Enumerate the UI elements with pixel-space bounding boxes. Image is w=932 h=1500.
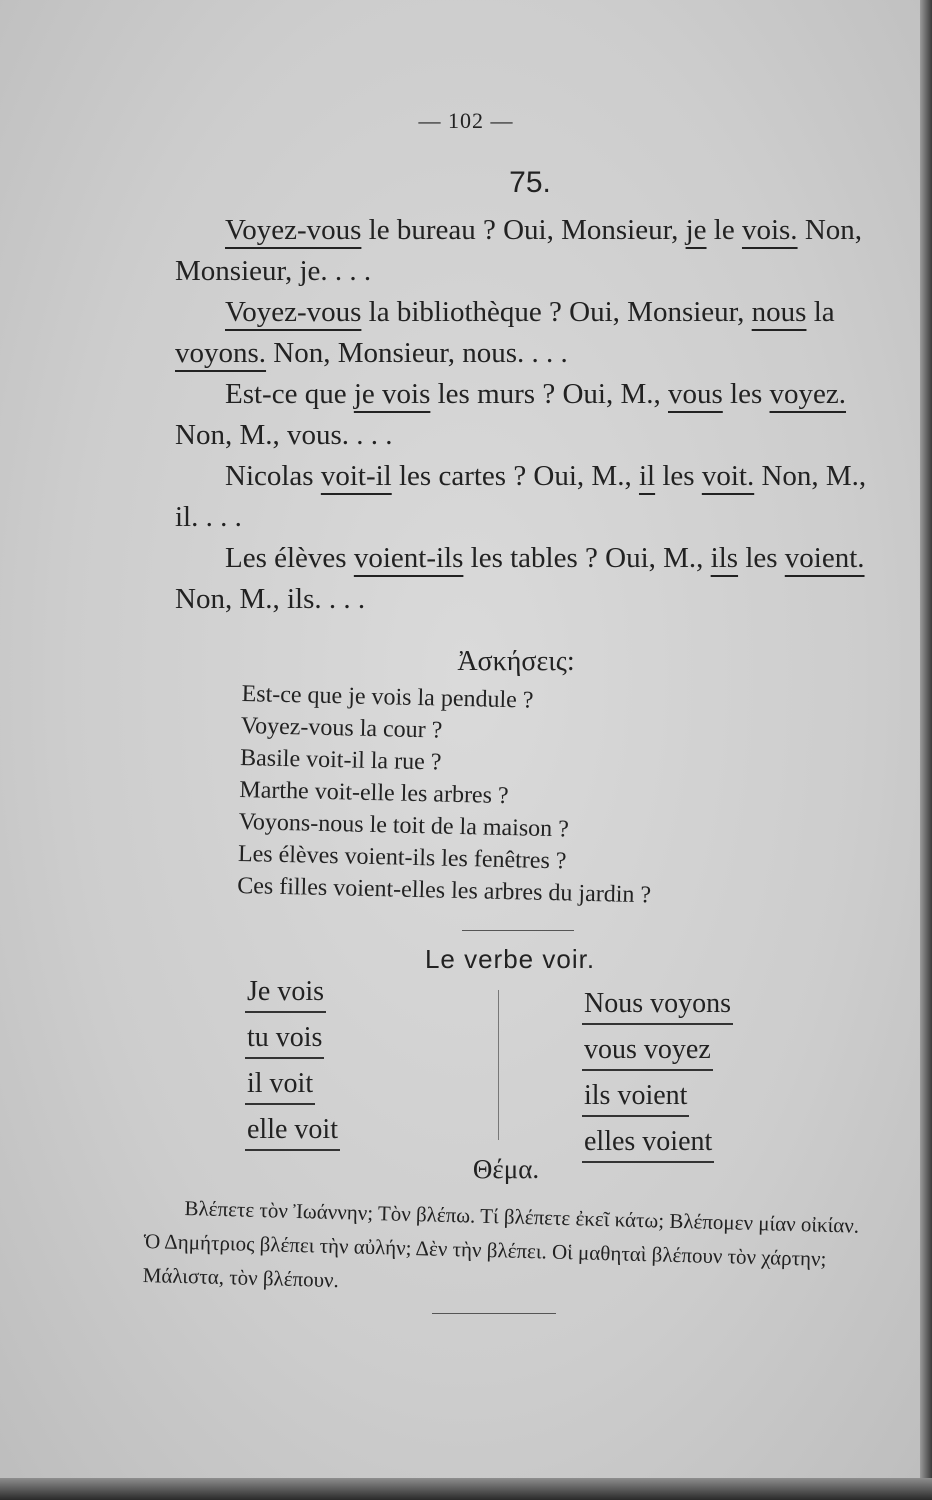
theme-heading: Θέμα. (472, 1154, 540, 1184)
dialogue-text: Nicolas (225, 460, 321, 492)
question-verb: voit-il (320, 460, 392, 492)
theme-text: Βλέπετε τὸν Ἰωάννην; Τὸν βλέπω. Τί βλέπετε ἐκεῖ κάτω; Βλέπομεν μίαν οἰκίαν. Ὁ Δημήτριος βλέπει τὴν αὐλήν; Δὲν τὴν βλέπει. Οἱ μαθηταὶ βλέπουν τὸν χάρτην; Μάλιστα, τὸν βλέπουν. (142, 1196, 860, 1293)
conjugation-singular (245, 976, 340, 1160)
conjugation-plural (582, 988, 733, 1172)
column-divider (498, 990, 499, 1140)
answer-pronoun: vous (668, 378, 723, 410)
conjugation-item: elles voient (582, 1126, 714, 1163)
dialogue-text: Est-ce que (225, 378, 354, 410)
dialogue-text: les cartes ? Oui, M., (391, 460, 639, 492)
conjugation-item: elle voit (245, 1114, 340, 1151)
dialogue-paragraph (175, 292, 887, 374)
verb-heading: Le verbe voir. (424, 944, 596, 974)
answer-pronoun: nous (751, 296, 807, 328)
question-verb: je vois (353, 378, 431, 410)
dialogue-text: les tables ? Oui, M., (463, 542, 711, 574)
lesson-number: 75. (509, 166, 551, 199)
exercise-item: Ces filles voient-elles les arbres du jardin ? (236, 872, 652, 909)
conjugation-item: vous voyez (582, 1034, 713, 1071)
dialogue-text: Les élèves (225, 542, 354, 574)
exercise-item: Les élèves voient-ils les fenêtres ? (237, 840, 567, 875)
answer-pronoun: je (685, 214, 707, 246)
dialogue-text: la (806, 296, 835, 328)
exercise-item: Voyons-nous le toit de la maison ? (238, 808, 570, 843)
section-divider (462, 930, 574, 931)
conjugation-item: tu vois (245, 1022, 324, 1059)
dialogue-text: les (655, 460, 702, 492)
dialogue-text: Non, M., ils. . . . (175, 583, 366, 615)
dialogue-text: Non, M., vous. . . . (175, 419, 393, 451)
dialogue-text: la bibliothèque ? Oui, Monsieur, (361, 296, 752, 328)
page-edge-shadow (920, 0, 932, 1500)
answer-verb: voyez. (769, 378, 847, 410)
exercises-heading: Ἀσκήσεις: (457, 646, 575, 677)
answer-pronoun: il (638, 460, 656, 492)
page-number: — 102 — (418, 108, 514, 133)
dialogue-text: Non, M., il. . . . (175, 460, 867, 533)
conjugation-item: Nous voyons (582, 988, 733, 1025)
exercise-item: Marthe voit-elle les arbres ? (239, 776, 509, 810)
dialogue-paragraph (175, 538, 887, 620)
answer-verb: voient. (784, 542, 865, 574)
question-verb: voient-ils (353, 542, 464, 574)
exercise-item: Basile voit-il la rue ? (239, 744, 442, 776)
question-verb: Voyez-vous (225, 214, 362, 246)
end-divider (432, 1313, 556, 1314)
conjugation-item: ils voient (582, 1080, 689, 1117)
conjugation-item: il voit (245, 1068, 315, 1105)
exercise-item: Voyez-vous la cour ? (240, 712, 443, 744)
dialogue-text: les (738, 542, 785, 574)
dialogue-text: Non, Monsieur, nous. . . . (266, 337, 568, 369)
answer-verb: voit. (701, 460, 755, 492)
conjugation-item: Je vois (245, 976, 326, 1013)
answer-verb: vois. (741, 214, 798, 246)
theme-paragraph (142, 1190, 864, 1311)
dialogue-text: les (722, 378, 770, 410)
question-verb: Voyez-vous (225, 296, 362, 328)
dialogue-text: les murs ? Oui, M., (430, 378, 668, 410)
exercises-list (237, 678, 802, 915)
exercise-item: Est-ce que je vois la pendule ? (241, 680, 534, 714)
dialogue-text: Non, Monsieur, je. . . . (175, 214, 863, 287)
dialogue-section (175, 210, 887, 620)
answer-pronoun: ils (710, 542, 739, 574)
dialogue-text: le (706, 214, 742, 246)
dialogue-text: le bureau ? Oui, Monsieur, (361, 214, 686, 246)
answer-verb: voyons. (175, 337, 267, 369)
page-bottom-shadow (0, 1478, 932, 1500)
dialogue-paragraph (175, 456, 887, 538)
dialogue-paragraph (175, 210, 887, 292)
dialogue-paragraph (175, 374, 887, 456)
